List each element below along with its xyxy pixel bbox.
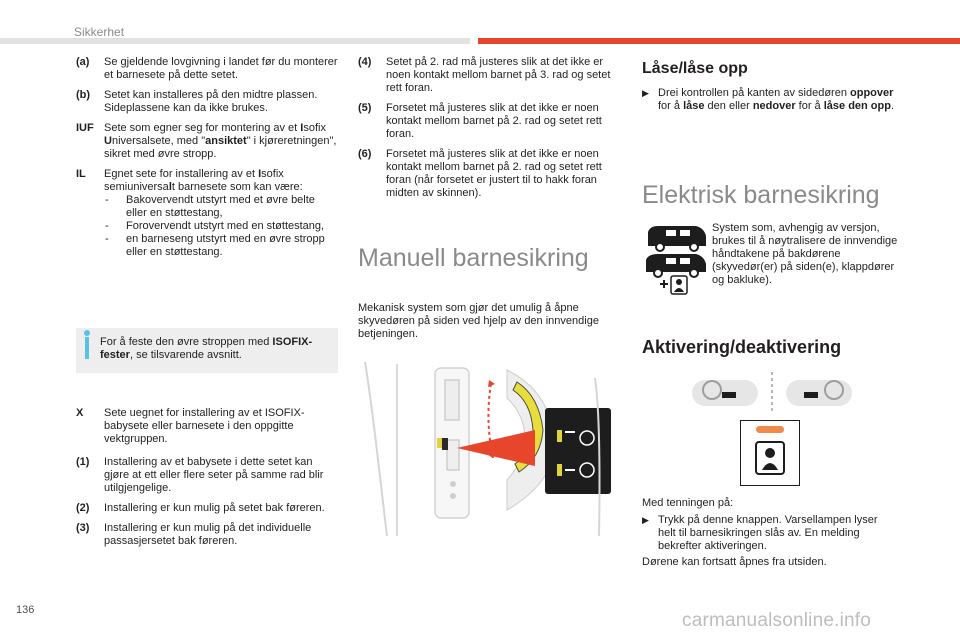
info-note: For å feste den øvre stroppen med ISOFIX-fester, se tilsvarende avsnitt. <box>76 328 338 373</box>
definition-2: (2) Installering er kun mulig på setet bak føreren. <box>76 502 325 514</box>
definition-il: IL Egnet sete for installering av et Isofix semiuniversalt barnesete som kan være: <box>76 168 303 193</box>
watermark: carmanualsonline.info <box>682 610 872 631</box>
arrow-icon: ▶ <box>642 88 649 98</box>
electric-lock-title: Elektrisk barnesikring <box>642 181 880 209</box>
definition-1: (1) Installering av et babysete i dette setet kan gjøre at ett eller flere seter på samme rad blir utilgjengelige. <box>76 456 324 494</box>
column-1-lower <box>76 407 338 555</box>
lock-unlock-title: Låse/låse opp <box>642 60 748 77</box>
van-icon <box>644 220 708 298</box>
electric-lock-body: System som, avhengig av versjon, brukes til å nøytralisere de innvendige håndtakene på bakdørene (skyvedør(er) på siden(e), klappdører og bakluke). <box>712 222 898 286</box>
column-2 <box>358 56 620 207</box>
list-item: - Forovervendt utstyrt med en støttestang, <box>105 220 325 232</box>
header-accent-rule <box>478 38 960 44</box>
column-1 <box>76 56 338 259</box>
press-instruction: ▶ Trykk på denne knappen. Varsellampen lyser helt til barnesikringen slås av. En melding bekrefter aktiveringen. <box>642 514 878 552</box>
definition-iuf: IUF Sete som egner seg for montering av et Isofix Universalsete, med "ansiktet" i kjøreretningen", sikret med øvre stropp. <box>76 122 337 160</box>
child-lock-button-icon <box>740 420 800 486</box>
info-icon <box>84 330 90 336</box>
list-item: - en barneseng utstyrt med en øvre stropp eller en støttestang. <box>105 233 325 258</box>
header-rule <box>0 38 470 44</box>
ignition-text: Med tenningen på: <box>642 497 734 509</box>
definition-x: X Sete uegnet for installering av et ISOFIX-babysete eller barnesete i den oppgitte vektgruppen. <box>76 407 305 445</box>
il-list <box>76 194 338 259</box>
section-label: Sikkerhet <box>74 25 125 39</box>
steering-wheel-diagram <box>692 370 856 416</box>
list-item: - Bakovervendt utstyrt med et øvre belte eller en støttestang, <box>105 194 315 219</box>
manual-lock-title: Manuell barnesikring <box>358 244 589 272</box>
doors-text: Dørene kan fortsatt åpnes fra utsiden. <box>642 556 827 568</box>
page-number: 136 <box>16 604 35 616</box>
definition-3: (3) Installering er kun mulig på det individuelle passasjersetet bak føreren. <box>76 522 312 547</box>
definition-a: (a) Se gjeldende lovgivning i landet før du monterer et barnesete på dette setet. <box>76 56 338 81</box>
definition-4: (4) Setet på 2. rad må justeres slik at det ikke er noen kontakt mellom barnet på 3. rad og setet rett foran. <box>358 56 611 94</box>
manual-lock-body: Mekanisk system som gjør det umulig å åpne skyvedøren på siden ved hjelp av den innvendige betjeningen. <box>358 302 599 340</box>
definition-b: (b) Setet kan installeres på den midtre plassen. Sideplassene kan da ikke brukes. <box>76 89 318 114</box>
definition-6: (6) Forsetet må justeres slik at det ikke er noen kontakt mellom barnet på 2. rad og setet rett foran (når forsetet er justert til to hakk foran midten av skinnen). <box>358 148 602 199</box>
arrow-icon: ▶ <box>642 515 649 525</box>
activation-title: Aktivering/deaktivering <box>642 337 842 357</box>
lock-instruction: ▶ Drei kontrollen på kanten av sidedøren oppover for å låse den eller nedover for å låse den opp. <box>642 87 895 112</box>
definition-5: (5) Forsetet må justeres slik at det ikke er noen kontakt mellom barnet på 2. rad og setet rett foran. <box>358 102 602 140</box>
door-illustration <box>357 360 619 538</box>
